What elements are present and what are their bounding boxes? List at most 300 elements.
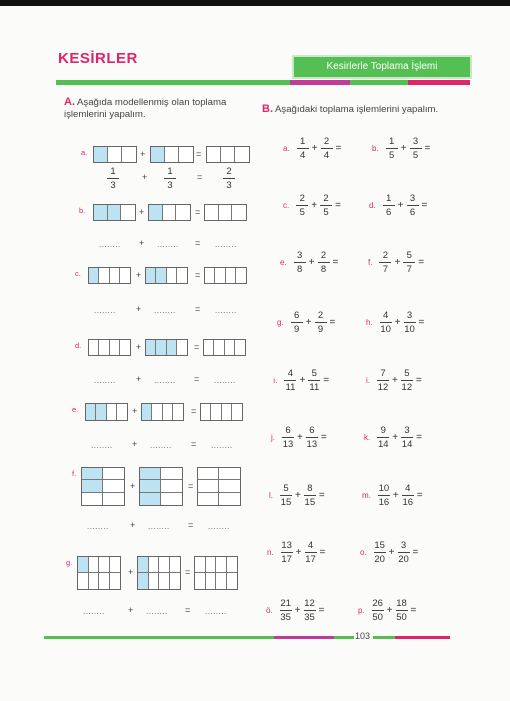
addend-a-fraction-numerator: 1 xyxy=(386,193,392,204)
addend-a-fraction-numerator: 7 xyxy=(380,368,386,379)
empty-part xyxy=(152,404,162,420)
addend-a-fraction-numerator: 6 xyxy=(294,310,300,321)
equals-sign: = xyxy=(197,172,203,182)
empty-part xyxy=(219,480,240,492)
addend-b-fraction-numerator: 4 xyxy=(405,483,411,494)
exercise-label: g. xyxy=(277,318,284,327)
empty-part xyxy=(159,557,170,573)
addend-a-fraction-numerator: 2 xyxy=(382,250,389,261)
answer-blank: ........ xyxy=(208,522,230,531)
empty-part xyxy=(236,268,246,283)
plus-sign: + xyxy=(142,172,148,182)
empty-part xyxy=(161,480,182,492)
filled-part xyxy=(86,404,96,420)
fraction-sum-exercise xyxy=(360,540,418,565)
header-strip-magenta xyxy=(290,80,350,85)
addend-b-fraction-numerator: 6 xyxy=(309,425,315,436)
model-right xyxy=(139,467,183,506)
answer-result-fraction-denominator: 3 xyxy=(226,180,232,191)
empty-part xyxy=(179,147,193,162)
addend-b-fraction-numerator: 18 xyxy=(396,598,407,609)
addend-b-fraction xyxy=(305,425,319,450)
addend-a-fraction-denominator: 5 xyxy=(389,150,395,161)
addend-b-fraction xyxy=(303,598,317,623)
exercise-label: l. xyxy=(269,491,273,500)
answer-blank: ........ xyxy=(94,306,116,315)
section-b-heading xyxy=(262,103,482,116)
filled-part xyxy=(138,573,149,589)
footer-strip-green-3 xyxy=(373,636,395,639)
plus-sign: + xyxy=(400,143,407,154)
addend-b-fraction xyxy=(395,598,409,623)
addend-a-fraction-bar xyxy=(386,148,398,149)
addend-a-fraction-denominator: 7 xyxy=(382,264,389,275)
model-left xyxy=(88,339,131,356)
plus-sign: + xyxy=(136,304,142,314)
addend-b-fraction xyxy=(400,368,414,393)
addend-a-fraction-denominator: 20 xyxy=(374,554,385,565)
empty-part xyxy=(108,147,122,162)
exercise-label: o. xyxy=(360,548,367,557)
plus-sign: + xyxy=(139,206,145,217)
addend-b-fraction-numerator: 5 xyxy=(406,250,412,261)
empty-part xyxy=(167,268,177,283)
exercise-label: ö. xyxy=(266,606,273,615)
addend-b-fraction-bar xyxy=(304,610,316,611)
model-result xyxy=(204,267,247,284)
addend-b-fraction xyxy=(307,368,321,393)
empty-part xyxy=(99,340,109,355)
plus-sign: + xyxy=(130,480,136,491)
equals-sign: = xyxy=(418,317,425,328)
empty-part xyxy=(170,557,181,573)
empty-part xyxy=(117,404,127,420)
equals-sign: = xyxy=(185,605,191,615)
addend-b-fraction-denominator: 10 xyxy=(404,324,415,335)
addend-b-fraction-numerator: 2 xyxy=(323,193,329,204)
empty-part xyxy=(177,268,187,283)
answer-result-fraction xyxy=(222,166,236,191)
exercise-label: d. xyxy=(369,201,376,210)
answer-blank: ........ xyxy=(157,240,179,249)
addend-a-fraction-denominator: 17 xyxy=(281,554,292,565)
answer-blank: ........ xyxy=(205,607,227,616)
empty-part xyxy=(78,573,89,589)
fraction-sum-exercise xyxy=(266,598,324,623)
addend-b-fraction xyxy=(401,483,415,508)
filled-part xyxy=(156,340,166,355)
exercise-label: f. xyxy=(368,258,373,267)
addend-b-fraction-bar xyxy=(398,552,410,553)
empty-part xyxy=(195,573,206,589)
fraction-sum-exercise xyxy=(280,250,338,275)
addend-a-fraction xyxy=(376,425,390,450)
equals-sign: = xyxy=(320,432,327,443)
answer-left-fraction-denominator: 3 xyxy=(110,180,116,191)
plus-sign: + xyxy=(139,238,145,248)
fraction-sum-exercise xyxy=(358,598,416,623)
model-result xyxy=(206,146,250,163)
addend-a-fraction-numerator: 15 xyxy=(374,540,385,551)
fraction-sum-exercise xyxy=(283,193,341,218)
model-result xyxy=(203,339,246,356)
addend-a-fraction-bar xyxy=(291,322,303,323)
empty-part xyxy=(103,468,124,480)
empty-part xyxy=(99,268,109,283)
addend-a-fraction xyxy=(378,250,392,275)
addend-a-fraction-denominator: 35 xyxy=(280,612,291,623)
filled-part xyxy=(156,268,166,283)
model-result xyxy=(194,556,238,590)
addend-b-fraction xyxy=(319,193,333,218)
plus-sign: + xyxy=(392,432,399,443)
empty-part xyxy=(82,493,103,505)
addend-a-fraction xyxy=(283,368,297,393)
exercise-label: b. xyxy=(372,144,379,153)
addend-a-fraction-denominator: 50 xyxy=(372,612,383,623)
empty-part xyxy=(176,205,190,220)
addend-b-fraction-numerator: 12 xyxy=(304,598,315,609)
topic-badge: Kesirlerle Toplama İşlemi xyxy=(292,55,472,79)
addend-b-fraction xyxy=(406,193,420,218)
addend-a-fraction-denominator: 6 xyxy=(386,207,392,218)
plus-sign: + xyxy=(136,341,142,352)
empty-part xyxy=(89,573,100,589)
addend-a-fraction xyxy=(279,483,293,508)
empty-part xyxy=(110,268,120,283)
exercise-label: m. xyxy=(362,491,371,500)
model-result xyxy=(204,204,247,221)
filled-part xyxy=(89,268,99,283)
addend-b-fraction-denominator: 13 xyxy=(306,439,318,450)
empty-part xyxy=(161,468,182,480)
equals-sign: = xyxy=(194,374,200,384)
addend-a-fraction-bar xyxy=(383,205,395,206)
empty-part xyxy=(219,493,240,505)
empty-part xyxy=(222,404,232,420)
exercise-label: j. xyxy=(271,433,275,442)
addend-a-fraction-denominator: 11 xyxy=(285,382,296,393)
plus-sign: + xyxy=(311,143,318,154)
empty-part xyxy=(170,573,181,589)
answer-blank: ........ xyxy=(94,376,116,385)
model-label: g. xyxy=(66,558,73,567)
addend-b-fraction xyxy=(403,310,417,335)
addend-a-fraction xyxy=(376,368,390,393)
addend-b-fraction-numerator: 4 xyxy=(307,540,314,551)
addend-a-fraction-bar xyxy=(378,495,390,496)
addend-b-fraction-bar xyxy=(305,552,317,553)
empty-part xyxy=(99,573,110,589)
empty-part xyxy=(177,340,187,355)
model-label: c. xyxy=(75,269,81,278)
model-left xyxy=(77,556,121,590)
empty-part xyxy=(110,573,121,589)
answer-left-fraction xyxy=(106,166,120,191)
addend-a-fraction-numerator: 21 xyxy=(280,598,291,609)
addend-b-fraction xyxy=(400,425,414,450)
filled-part xyxy=(138,557,149,573)
plus-sign: + xyxy=(136,374,142,384)
empty-part xyxy=(89,340,99,355)
scan-top-edge xyxy=(0,0,510,6)
plus-sign: + xyxy=(386,605,393,616)
empty-part xyxy=(219,468,240,480)
addend-a-fraction-numerator: 4 xyxy=(383,310,389,321)
exercise-label: n. xyxy=(267,548,274,557)
answer-right-fraction-bar xyxy=(164,178,176,179)
empty-part xyxy=(232,205,246,220)
filled-part xyxy=(82,480,103,492)
addend-b-fraction-denominator: 17 xyxy=(305,554,316,565)
model-right xyxy=(150,146,194,163)
addend-b-fraction xyxy=(314,310,328,335)
answer-blank: ........ xyxy=(211,441,233,450)
fraction-sum-exercise xyxy=(283,136,341,161)
plus-sign: + xyxy=(308,257,315,268)
fraction-sum-exercise xyxy=(368,250,424,275)
empty-part xyxy=(110,340,120,355)
filled-part xyxy=(140,493,161,505)
empty-part xyxy=(122,147,136,162)
empty-part xyxy=(163,205,177,220)
equals-sign: = xyxy=(416,432,422,443)
addend-a-fraction-bar xyxy=(296,205,308,206)
addend-a-fraction xyxy=(371,598,385,623)
section-b-letter: B. xyxy=(262,103,273,115)
addend-b-fraction-bar xyxy=(321,148,333,149)
empty-part xyxy=(99,557,110,573)
plus-sign: + xyxy=(392,375,398,386)
section-a-text-1: Aşağıda modellenmiş olan toplama xyxy=(77,97,227,108)
addend-b-fraction xyxy=(409,136,423,161)
equals-sign: = xyxy=(323,375,330,386)
equals-sign: = xyxy=(318,490,325,501)
addend-a-fraction xyxy=(290,310,304,335)
addend-a-fraction-denominator: 12 xyxy=(377,382,389,393)
empty-part xyxy=(235,340,245,355)
fraction-sum-exercise xyxy=(267,540,325,565)
addend-b-fraction-bar xyxy=(308,380,320,381)
addend-a-fraction xyxy=(296,136,310,161)
empty-part xyxy=(198,493,219,505)
addend-a-fraction-bar xyxy=(282,437,294,438)
addend-b-fraction xyxy=(402,250,416,275)
addend-a-fraction xyxy=(279,598,293,623)
addend-a-fraction-numerator: 3 xyxy=(297,250,303,261)
equals-sign: = xyxy=(416,490,423,501)
model-right xyxy=(148,204,191,221)
model-label: f. xyxy=(72,469,77,478)
fraction-sum-exercise xyxy=(366,310,424,335)
addend-b-fraction-denominator: 5 xyxy=(323,207,329,218)
exercise-label: k. xyxy=(364,433,371,442)
filled-part xyxy=(167,340,177,355)
fraction-sum-exercise xyxy=(372,136,430,161)
plus-sign: + xyxy=(140,148,146,159)
addend-b-fraction-denominator: 9 xyxy=(317,324,324,335)
addend-b-fraction-denominator: 8 xyxy=(320,264,327,275)
empty-part xyxy=(173,404,183,420)
addend-a-fraction-bar xyxy=(377,380,389,381)
addend-b-fraction-denominator: 15 xyxy=(304,497,316,508)
empty-part xyxy=(103,480,124,492)
empty-part xyxy=(206,557,217,573)
empty-part xyxy=(201,404,211,420)
addend-a-fraction-denominator: 10 xyxy=(380,324,391,335)
addend-b-fraction-numerator: 2 xyxy=(320,250,327,261)
addend-b-fraction-numerator: 8 xyxy=(307,483,313,494)
answer-left-fraction-numerator: 1 xyxy=(110,166,116,177)
addend-b-fraction-denominator: 5 xyxy=(412,150,419,161)
addend-b-fraction-bar xyxy=(320,205,332,206)
addend-a-fraction-numerator: 10 xyxy=(378,483,390,494)
header-strip-pink xyxy=(408,80,470,85)
equals-sign: = xyxy=(332,257,339,268)
fraction-sum-exercise xyxy=(277,310,335,335)
addend-b-fraction-numerator: 3 xyxy=(404,425,410,436)
plus-sign: + xyxy=(294,605,301,616)
answer-blank: ........ xyxy=(146,607,168,616)
addend-a-fraction-denominator: 4 xyxy=(300,150,306,161)
empty-part xyxy=(205,268,215,283)
answer-right-fraction xyxy=(163,166,177,191)
empty-part xyxy=(149,557,160,573)
empty-part xyxy=(195,557,206,573)
model-right xyxy=(145,339,188,356)
model-result xyxy=(200,403,243,421)
empty-part xyxy=(216,557,227,573)
plus-sign: + xyxy=(295,547,302,558)
addend-b-fraction-bar xyxy=(402,495,414,496)
empty-part xyxy=(120,340,130,355)
answer-blank: ........ xyxy=(154,376,176,385)
empty-part xyxy=(204,340,214,355)
addend-a-fraction-bar xyxy=(294,262,306,263)
page-title: KESİRLER xyxy=(58,50,138,67)
addend-a-fraction-bar xyxy=(380,322,392,323)
equals-sign: = xyxy=(195,206,201,217)
empty-part xyxy=(198,468,219,480)
equals-sign: = xyxy=(185,567,191,577)
plus-sign: + xyxy=(297,432,303,443)
addend-a-fraction xyxy=(385,136,399,161)
equals-sign: = xyxy=(424,143,431,154)
equals-sign: = xyxy=(319,547,326,558)
addend-a-fraction-denominator: 8 xyxy=(297,264,303,275)
equals-sign: = xyxy=(188,520,194,530)
section-a-text-2: işlemlerini yapalım. xyxy=(64,109,146,120)
filled-part xyxy=(146,268,156,283)
addend-a-fraction-numerator: 4 xyxy=(287,368,294,379)
empty-part xyxy=(215,268,225,283)
plus-sign: + xyxy=(311,200,318,211)
empty-part xyxy=(149,573,160,589)
model-left xyxy=(85,403,128,421)
answer-blank: ........ xyxy=(154,306,176,315)
equals-sign: = xyxy=(191,406,197,416)
fraction-sum-exercise xyxy=(366,368,422,393)
addend-a-fraction xyxy=(281,425,295,450)
addend-a-fraction xyxy=(377,483,391,508)
addend-b-fraction-denominator: 16 xyxy=(402,497,414,508)
addend-b-fraction-bar xyxy=(306,437,318,438)
plus-sign: + xyxy=(132,439,138,449)
addend-a-fraction-bar xyxy=(372,610,384,611)
plus-sign: + xyxy=(132,406,138,416)
equals-sign: = xyxy=(329,317,336,328)
answer-blank: ........ xyxy=(91,441,113,450)
addend-b-fraction-denominator: 20 xyxy=(398,554,409,565)
filled-part xyxy=(142,404,152,420)
equals-sign: = xyxy=(318,605,325,616)
exercise-label: h. xyxy=(366,318,373,327)
answer-blank: ........ xyxy=(87,522,109,531)
empty-part xyxy=(161,493,182,505)
addend-a-fraction xyxy=(373,540,387,565)
model-right xyxy=(145,267,188,284)
plus-sign: + xyxy=(128,567,134,577)
exercise-label: e. xyxy=(280,258,287,267)
fraction-sum-exercise xyxy=(273,368,329,393)
addend-b-fraction-bar xyxy=(407,205,419,206)
exercise-label: ı. xyxy=(273,376,278,385)
equals-sign: = xyxy=(195,269,201,280)
empty-part xyxy=(120,268,130,283)
filled-part xyxy=(149,205,163,220)
model-label: d. xyxy=(75,341,82,350)
empty-part xyxy=(206,573,217,589)
answer-right-fraction-numerator: 1 xyxy=(167,166,173,177)
model-result xyxy=(197,467,241,506)
addend-b-fraction-bar xyxy=(401,380,413,381)
empty-part xyxy=(214,340,224,355)
fraction-sum-exercise xyxy=(269,483,325,508)
equals-sign: = xyxy=(335,200,341,211)
addend-b-fraction-numerator: 5 xyxy=(311,368,317,379)
exercise-label: i. xyxy=(366,376,370,385)
plus-sign: + xyxy=(305,317,312,328)
equals-sign: = xyxy=(335,143,342,154)
addend-b-fraction-bar xyxy=(401,437,413,438)
filled-part xyxy=(78,557,89,573)
addend-b-fraction-denominator: 50 xyxy=(396,612,407,623)
model-left xyxy=(93,204,136,221)
addend-a-fraction-numerator: 1 xyxy=(300,136,306,147)
plus-sign: + xyxy=(394,257,401,268)
addend-a-fraction-numerator: 2 xyxy=(299,193,305,204)
addend-a-fraction-bar xyxy=(377,437,389,438)
addend-b-fraction-denominator: 6 xyxy=(409,207,416,218)
empty-part xyxy=(110,557,121,573)
answer-blank: ........ xyxy=(148,522,170,531)
plus-sign: + xyxy=(295,490,301,501)
plus-sign: + xyxy=(388,547,395,558)
fraction-sum-exercise xyxy=(364,425,422,450)
equals-sign: = xyxy=(415,375,422,386)
fraction-sum-exercise xyxy=(369,193,427,218)
plus-sign: + xyxy=(299,375,306,386)
exercise-label: c. xyxy=(283,201,290,210)
addend-a-fraction-numerator: 6 xyxy=(285,425,291,436)
answer-left-fraction-bar xyxy=(107,178,119,179)
addend-b-fraction-denominator: 11 xyxy=(309,382,320,393)
addend-b-fraction-bar xyxy=(304,495,316,496)
answer-right-fraction-denominator: 3 xyxy=(167,180,173,191)
addend-b-fraction xyxy=(317,250,331,275)
addend-b-fraction-numerator: 3 xyxy=(400,540,407,551)
addend-b-fraction-numerator: 2 xyxy=(317,310,324,321)
